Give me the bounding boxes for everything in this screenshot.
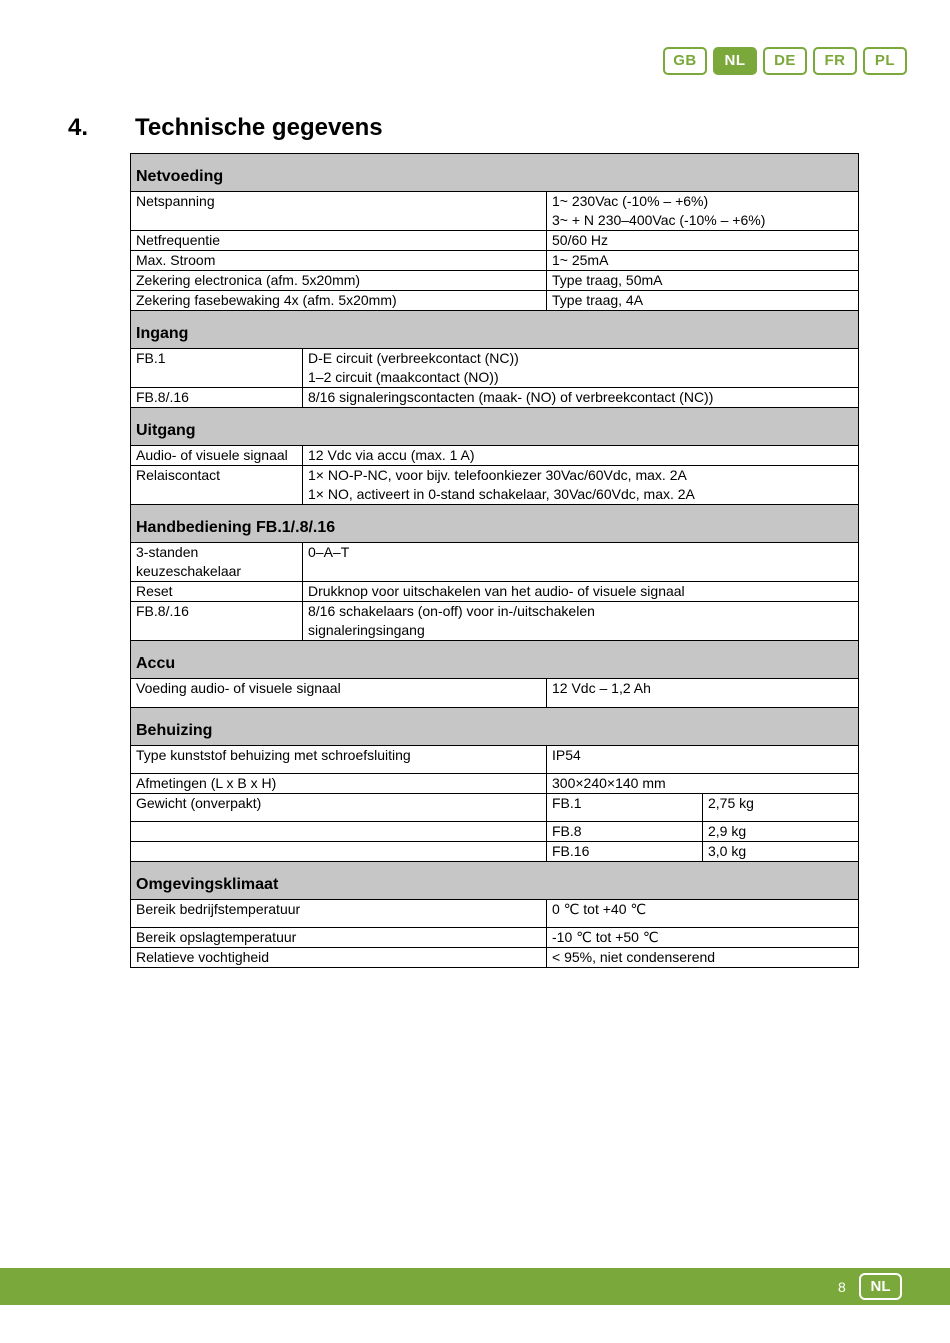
lang-tab-nl[interactable]: NL [713,47,757,75]
table-row [131,271,859,291]
table-row [131,291,859,311]
spec-value: -10 ℃ tot +50 ℃ [547,928,859,948]
section-title: Technische gegevens [135,114,383,141]
spec-label: Gewicht (onverpakt) [131,794,547,822]
spec-value: 8/16 signaleringscontacten (maak- (NO) of verbreekcontact (NC)) [303,388,859,408]
section-heading [68,114,383,142]
lang-tab-de[interactable]: DE [763,47,807,75]
spec-label: Zekering fasebewaking 4x (afm. 5x20mm) [131,291,547,311]
lang-tab-gb[interactable]: GB [663,47,707,75]
table-row [131,349,859,388]
table-row [131,822,859,842]
language-tabs [663,47,907,75]
spec-value: 12 Vdc – 1,2 Ah [547,679,859,708]
spec-value: 8/16 schakelaars (on-off) voor in-/uitschakelen signaleringsingang [303,602,859,641]
spec-label: 3-standen keuzeschakelaar [131,543,303,582]
spec-value: 50/60 Hz [547,231,859,251]
spec-label: Reset [131,582,303,602]
table-row [131,602,859,641]
section-header-omgeving: Omgevingsklimaat [131,862,859,900]
spec-value: Drukknop voor uitschakelen van het audio- of visuele signaal [303,582,859,602]
table-row [131,192,859,231]
spec-value: 1~ 25mA [547,251,859,271]
spec-label: Bereik opslagtemperatuur [131,928,547,948]
spec-label: Zekering electronica (afm. 5x20mm) [131,271,547,291]
table-row [131,842,859,862]
spec-label: Netfrequentie [131,231,547,251]
table-row [131,900,859,928]
weight-value: 3,0 kg [703,842,859,862]
spec-value: Type traag, 50mA [547,271,859,291]
spec-label: Bereik bedrijfstemperatuur [131,900,547,928]
spec-label: FB.8/.16 [131,602,303,641]
spec-value: < 95%, niet condenserend [547,948,859,968]
spec-label: Relatieve vochtigheid [131,948,547,968]
weight-value: 2,75 kg [703,794,859,822]
spec-label: FB.8/.16 [131,388,303,408]
spec-value: IP54 [547,746,859,774]
spec-value: 1~ 230Vac (-10% – +6%) 3~ + N 230–400Vac (-10% – +6%) [547,192,859,231]
spec-value: 0–A–T [303,543,859,582]
lang-tab-fr[interactable]: FR [813,47,857,75]
weight-model: FB.1 [547,794,703,822]
weight-value: 2,9 kg [703,822,859,842]
table-row [131,388,859,408]
page-number: 8 [838,1279,846,1295]
section-header-uitgang: Uitgang [131,408,859,446]
spec-label-empty [131,842,547,862]
table-row [131,231,859,251]
footer-language-badge: NL [859,1273,902,1300]
spec-value: 0 ℃ tot +40 ℃ [547,900,859,928]
table-row [131,251,859,271]
table-row [131,679,859,708]
weight-model: FB.16 [547,842,703,862]
section-header-ingang: Ingang [131,311,859,349]
table-row [131,948,859,968]
table-row [131,794,859,822]
table-row [131,466,859,505]
section-number: 4. [68,114,89,141]
spec-label-empty [131,822,547,842]
table-row [131,446,859,466]
section-header-accu: Accu [131,641,859,679]
section-header-netvoeding: Netvoeding [131,154,859,192]
spec-label: Type kunststof behuizing met schroefsluiting [131,746,547,774]
spec-label: Max. Stroom [131,251,547,271]
spec-value: 300×240×140 mm [547,774,859,794]
spec-value: Type traag, 4A [547,291,859,311]
table-row [131,746,859,774]
spec-label: FB.1 [131,349,303,388]
spec-label: Afmetingen (L x B x H) [131,774,547,794]
spec-table [130,153,859,968]
table-row [131,774,859,794]
table-row [131,543,859,582]
footer-bar [0,1268,950,1305]
spec-label: Audio- of visuele signaal [131,446,303,466]
spec-value: D-E circuit (verbreekcontact (NC)) 1–2 circuit (maakcontact (NO)) [303,349,859,388]
table-row [131,582,859,602]
lang-tab-pl[interactable]: PL [863,47,907,75]
spec-value: 1× NO-P-NC, voor bijv. telefoonkiezer 30Vac/60Vdc, max. 2A 1× NO, activeert in 0-stand schakelaar, 30Vac/60Vdc, max. 2A [303,466,859,505]
spec-label: Netspanning [131,192,547,231]
spec-label: Relaiscontact [131,466,303,505]
spec-value: 12 Vdc via accu (max. 1 A) [303,446,859,466]
section-header-handbediening: Handbediening FB.1/.8/.16 [131,505,859,543]
spec-label: Voeding audio- of visuele signaal [131,679,547,708]
section-header-behuizing: Behuizing [131,708,859,746]
weight-model: FB.8 [547,822,703,842]
table-row [131,928,859,948]
